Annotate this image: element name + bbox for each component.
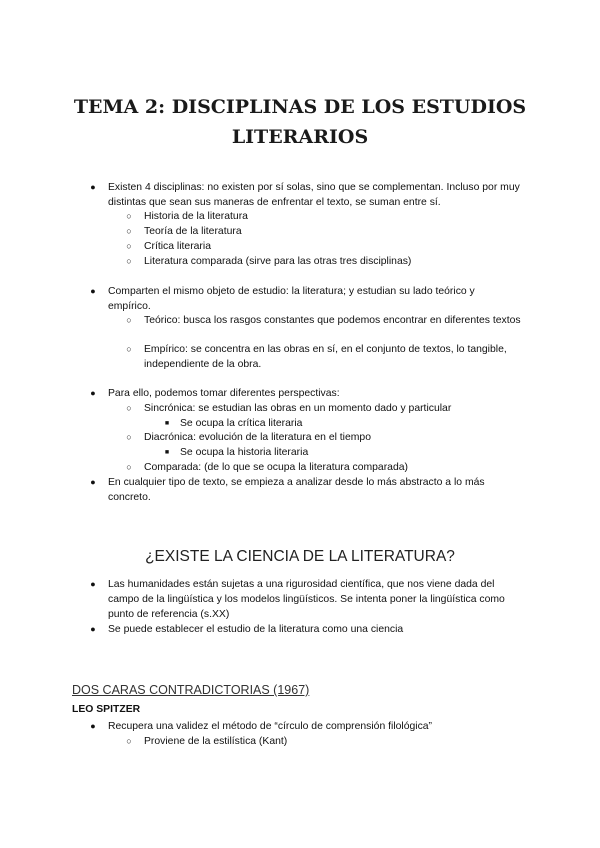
list-item-text: Teoría de la literatura bbox=[144, 226, 242, 237]
list-item-text: Se ocupa la historia literaria bbox=[180, 447, 309, 458]
author-heading: LEO SPITZER bbox=[72, 704, 141, 715]
list-item-text: Existen 4 disciplinas: no existen por sí solas, sino que se complementan. Incluso por muy distintas que sean sus maneras de enfrentar el texto, se suman entre sí. bbox=[108, 182, 520, 209]
square-bullet-icon: ■ bbox=[164, 449, 170, 456]
circle-bullet-icon: ○ bbox=[126, 256, 132, 266]
list-item-text: Comparten el mismo objeto de estudio: la literatura; y estudian su lado teórico y empírico. bbox=[108, 286, 475, 313]
list-item-text: Para ello, podemos tomar diferentes perspectivas: bbox=[108, 388, 340, 399]
list-item bbox=[126, 224, 524, 239]
list-item bbox=[90, 386, 520, 401]
circle-bullet-icon: ○ bbox=[126, 462, 132, 472]
list-item bbox=[90, 475, 520, 505]
circle-bullet-icon: ○ bbox=[126, 432, 132, 442]
list-item bbox=[164, 445, 520, 460]
list-item-text: Comparada: (de lo que se ocupa la literatura comparada) bbox=[144, 462, 408, 473]
list-item bbox=[90, 180, 520, 210]
list-item bbox=[126, 239, 524, 254]
list-item bbox=[126, 734, 524, 749]
list-item-text: Diacrónica: evolución de la literatura en el tiempo bbox=[144, 432, 371, 443]
list-item-text: Literatura comparada (sirve para las otras tres disciplinas) bbox=[144, 256, 412, 267]
bullet-icon: ● bbox=[90, 721, 96, 731]
circle-bullet-icon: ○ bbox=[126, 403, 132, 413]
bullet-icon: ● bbox=[90, 579, 96, 589]
list-item bbox=[126, 401, 524, 416]
list-item-text: Sincrónica: se estudian las obras en un momento dado y particular bbox=[144, 403, 452, 414]
list-item bbox=[126, 342, 524, 372]
section-subtitle: ¿EXISTE LA CIENCIA DE LA LITERATURA? bbox=[145, 548, 455, 565]
list-item bbox=[126, 313, 524, 328]
circle-bullet-icon: ○ bbox=[126, 211, 132, 221]
list-item bbox=[164, 416, 520, 431]
bullet-icon: ● bbox=[90, 286, 96, 296]
list-item-text: Crítica literaria bbox=[144, 241, 211, 252]
circle-bullet-icon: ○ bbox=[126, 344, 132, 354]
list-item-text: Teórico: busca los rasgos constantes que podemos encontrar en diferentes textos bbox=[144, 315, 521, 326]
list-item bbox=[126, 209, 524, 224]
circle-bullet-icon: ○ bbox=[126, 736, 132, 746]
list-item-text: Recupera una validez el método de “círculo de comprensión filológica” bbox=[108, 721, 433, 732]
bullet-icon: ● bbox=[90, 477, 96, 487]
circle-bullet-icon: ○ bbox=[126, 226, 132, 236]
list-item bbox=[90, 284, 520, 314]
list-item bbox=[126, 430, 524, 445]
list-item bbox=[126, 460, 524, 475]
list-item-text: Historia de la literatura bbox=[144, 211, 248, 222]
list-item bbox=[90, 719, 520, 734]
list-item bbox=[90, 577, 520, 623]
list-item bbox=[126, 254, 524, 269]
list-item bbox=[90, 622, 520, 637]
list-item-text: Se ocupa la crítica literaria bbox=[180, 418, 303, 429]
page-title: TEMA 2: DISCIPLINAS DE LOS ESTUDIOS LITERARIOS bbox=[73, 96, 527, 148]
circle-bullet-icon: ○ bbox=[126, 315, 132, 325]
square-bullet-icon: ■ bbox=[164, 420, 170, 427]
list-item-text: Proviene de la estilística (Kant) bbox=[144, 736, 288, 747]
list-item-text: En cualquier tipo de texto, se empieza a analizar desde lo más abstracto a lo más concreto. bbox=[108, 477, 485, 504]
bullet-icon: ● bbox=[90, 624, 96, 634]
bullet-icon: ● bbox=[90, 388, 96, 398]
list-item-text: Se puede establecer el estudio de la literatura como una ciencia bbox=[108, 624, 404, 635]
section-heading: DOS CARAS CONTRADICTORIAS (1967) bbox=[72, 683, 310, 697]
list-item-text: Empírico: se concentra en las obras en sí, en el conjunto de textos, lo tangible, independiente de la obra. bbox=[144, 344, 507, 371]
list-item-text: Las humanidades están sujetas a una rigurosidad científica, que nos viene dada del campo de la lingüística y los modelos lingüísticos. Se intenta poner la lingüística como punto de referencia (s.XX) bbox=[108, 579, 505, 621]
circle-bullet-icon: ○ bbox=[126, 241, 132, 251]
bullet-icon: ● bbox=[90, 182, 96, 192]
